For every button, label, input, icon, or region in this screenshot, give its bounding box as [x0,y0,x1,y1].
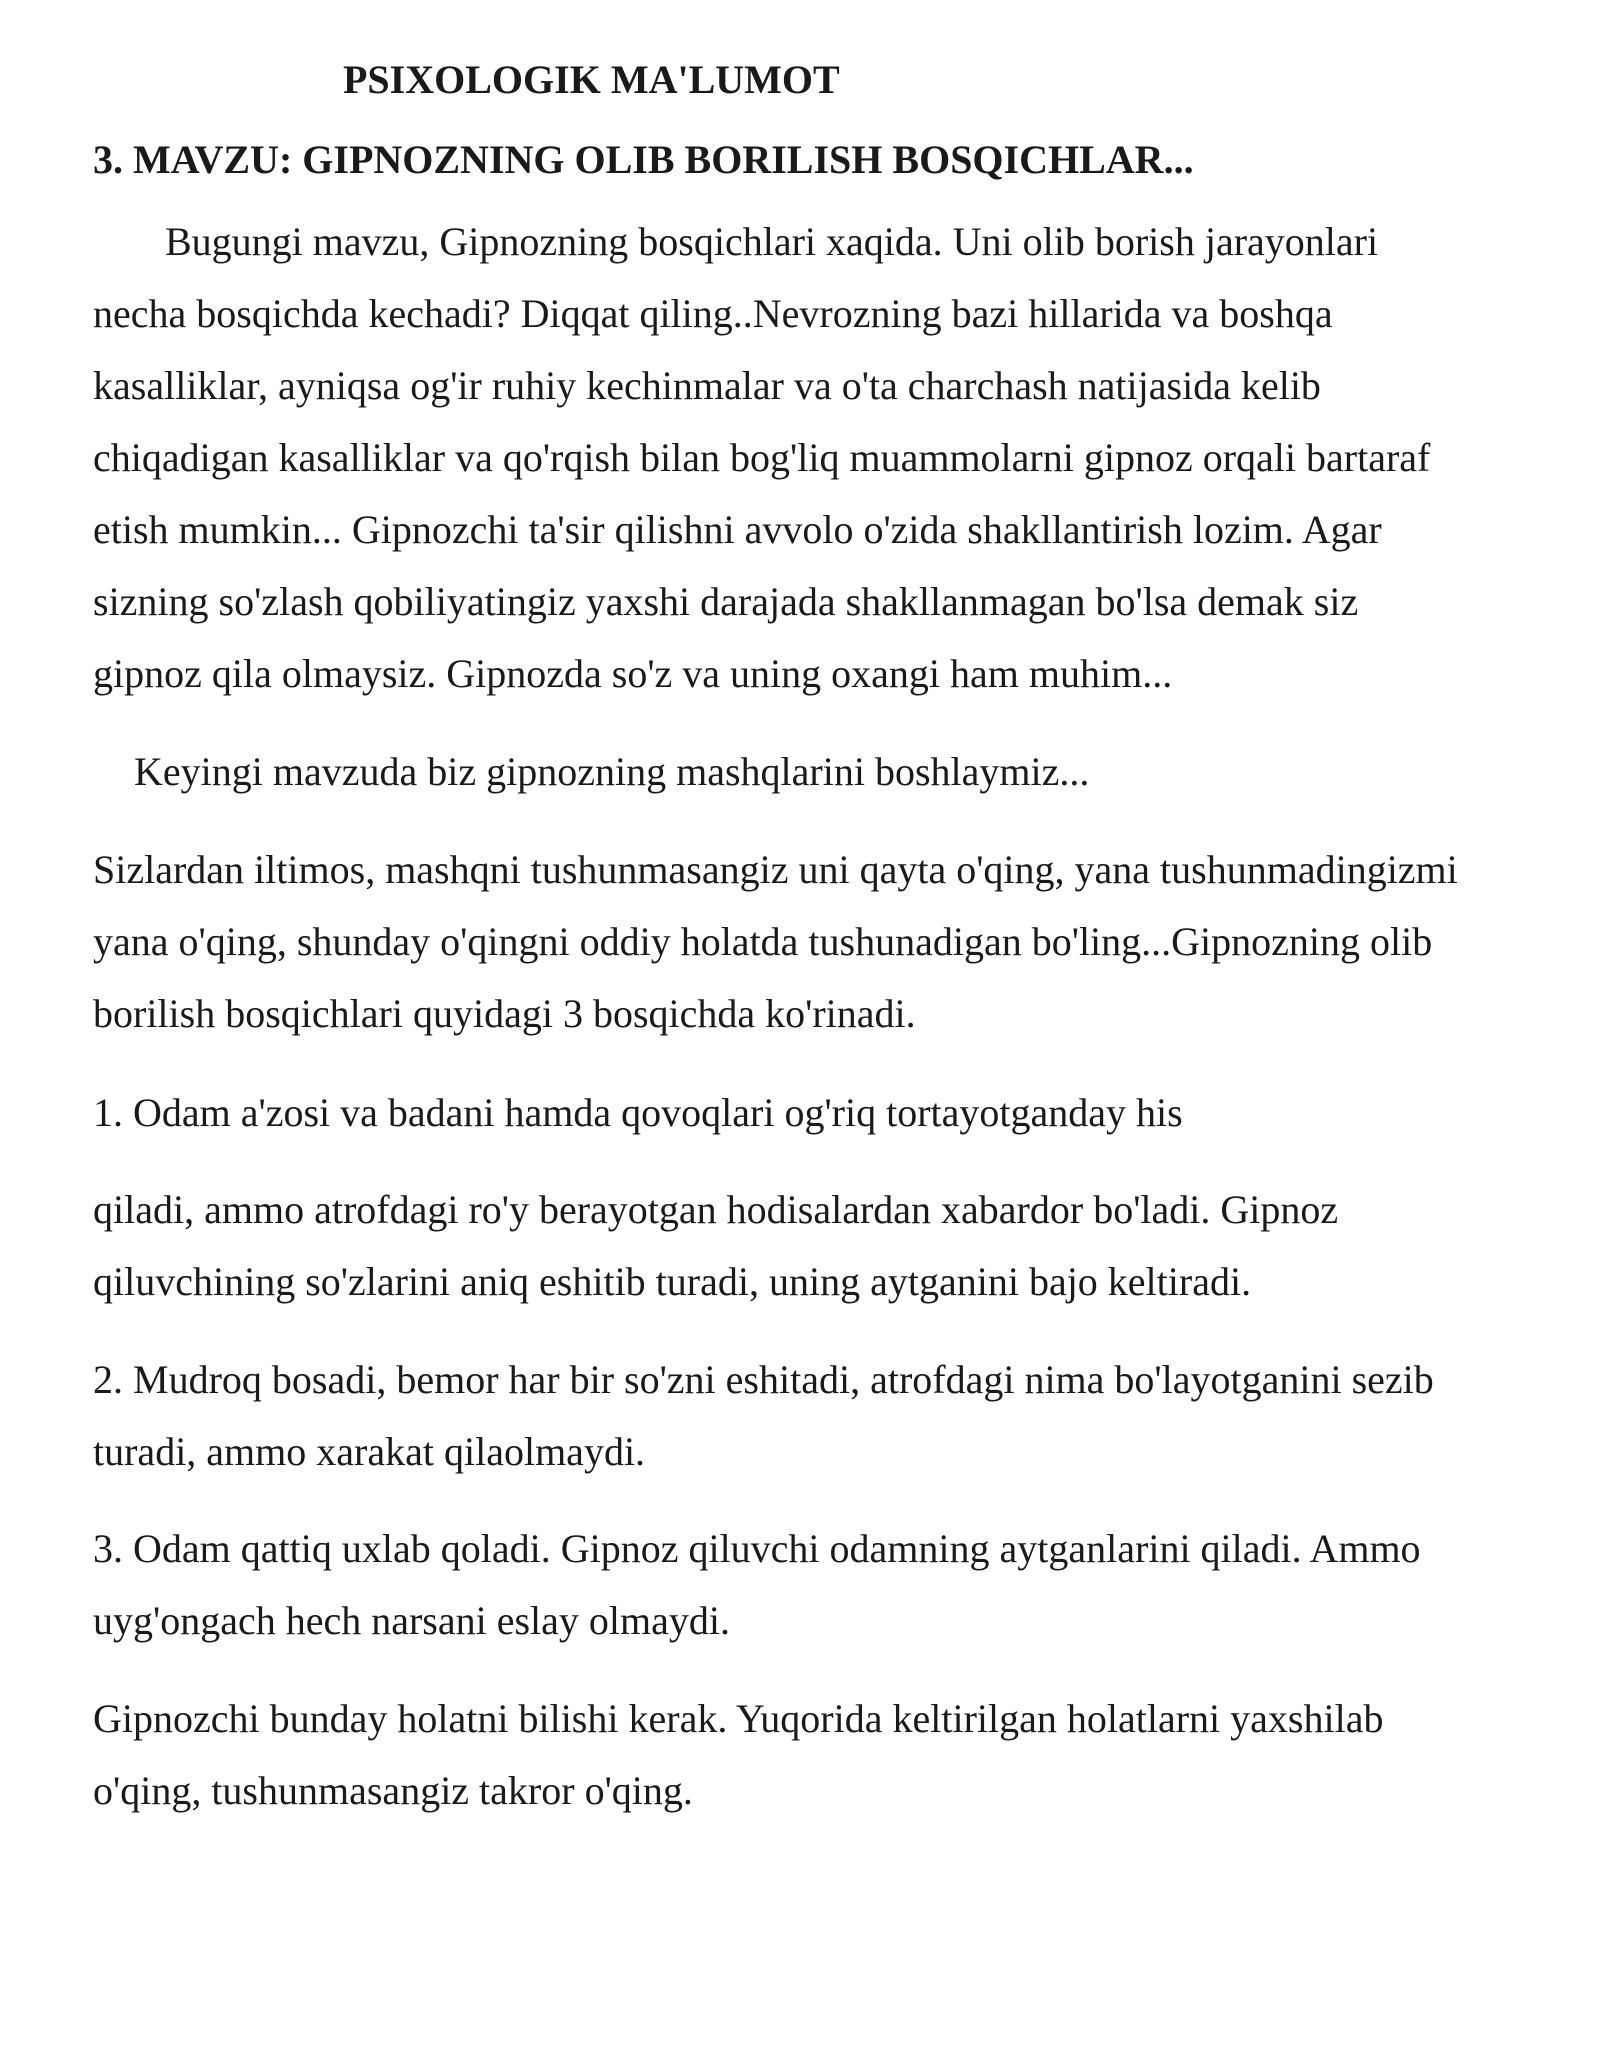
paragraph-line: Sizlardan iltimos, mashqni tushunmasangiz uni qayta o'qing, yana tushunmadingizmi [93,847,1458,892]
paragraph-line: kasalliklar, ayniqsa og'ir ruhiy kechinmalar va o'ta charchash natijasida kelib [93,363,1321,408]
paragraph-line: etish mumkin... Gipnozchi ta'sir qilishni avvolo o'zida shakllantirish lozim. Agar [93,507,1382,552]
paragraph-line: qiladi, ammo atrofdagi ro'y berayotgan hodisalardan xabardor bo'ladi. Gipnoz [93,1187,1339,1232]
stage-1-first-line: 1. Odam a'zosi va badani hamda qovoqlari og'riq tortayotganday his [93,1090,1183,1135]
paragraph-line: qiluvchining so'zlarini aniq eshitib turadi, uning aytganini bajo keltiradi. [93,1259,1252,1304]
paragraph-line: chiqadigan kasalliklar va qo'rqish bilan bog'liq muammolarni gipnoz orqali bartaraf [93,435,1431,480]
topic-heading: 3. MAVZU: GIPNOZNING OLIB BORILISH BOSQICHLAR... [93,137,1194,182]
paragraph-line: borilish bosqichlari quyidagi 3 bosqichda ko'rinadi. [93,991,916,1036]
paragraph-line: Gipnozchi bunday holatni bilishi kerak. Yuqorida keltirilgan holatlarni yaxshilab [93,1696,1384,1741]
paragraph-line: 3. Odam qattiq uxlab qoladi. Gipnoz qiluvchi odamning aytganlarini qiladi. Ammo [93,1526,1421,1571]
paragraph-line: turadi, ammo xarakat qilaolmaydi. [93,1429,646,1474]
document-title: PSIXOLOGIK MA'LUMOT [343,57,840,102]
paragraph-line: o'qing, tushunmasangiz takror o'qing. [93,1768,693,1813]
paragraph-line: gipnoz qila olmaysiz. Gipnozda so'z va uning oxangi ham muhim... [93,651,1173,696]
paragraph-line: Bugungi mavzu, Gipnozning bosqichlari xaqida. Uni olib borish jarayonlari [165,219,1379,264]
paragraph-line: sizning so'zlash qobiliyatingiz yaxshi darajada shakllanmagan bo'lsa demak siz [93,579,1359,624]
next-topic-paragraph: Keyingi mavzuda biz gipnozning mashqlarini boshlaymiz... [134,749,1090,794]
paragraph-line: yana o'qing, shunday o'qingni oddiy holatda tushunadigan bo'ling...Gipnozning olib [93,919,1433,964]
paragraph-line: necha bosqichda kechadi? Diqqat qiling..Nevrozning bazi hillarida va boshqa [93,291,1333,336]
paragraph-line: 2. Mudroq bosadi, bemor har bir so'zni eshitadi, atrofdagi nima bo'layotganini sezib [93,1357,1434,1402]
paragraph-line: uyg'ongach hech narsani eslay olmaydi. [93,1598,731,1643]
